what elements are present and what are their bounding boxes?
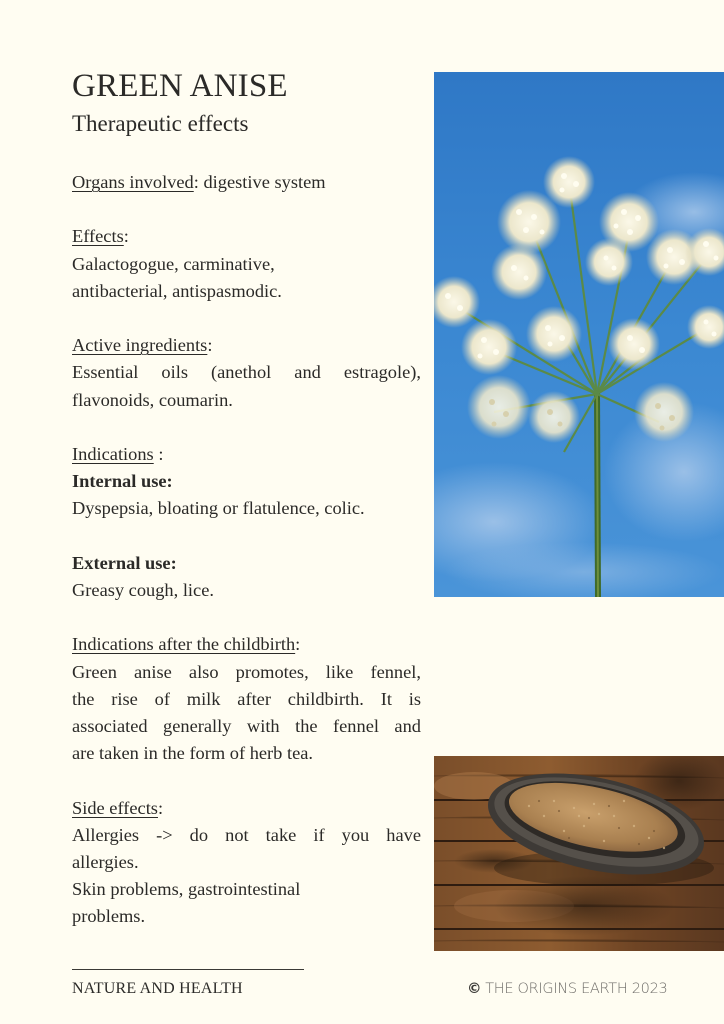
after-childbirth-line: the rise of milk after childbirth. It is xyxy=(72,688,421,709)
internal-use-text: Dyspepsia, bloating or flatulence, colic. xyxy=(72,498,365,519)
section-after-childbirth: Indications after the childbirth: Green anise also promotes, like fennel, the rise of milk after childbirth. It is associated generally with the fennel and are taken in the form of herb tea. xyxy=(72,631,421,767)
seeds-photo xyxy=(434,756,724,951)
footer-copyright xyxy=(467,981,667,997)
after-childbirth-label: Indications after the childbirth xyxy=(72,634,296,655)
after-childbirth-line: Green anise also promotes, like fennel, xyxy=(72,661,421,682)
effects-line: Galactogogue, carminative, xyxy=(72,253,275,274)
section-effects: Effects: Galactogogue, carminative, antibacterial, antispasmodic. xyxy=(72,223,421,305)
active-ingredients-line: Essential oils (anethol and estragole), xyxy=(72,362,421,383)
external-use-text: Greasy cough, lice. xyxy=(72,579,214,600)
flower-photo-icon xyxy=(434,72,724,597)
section-side-effects: Side effects: Allergies -> do not take if you have allergies. Skin problems, gastrointestinal problems. xyxy=(72,795,421,931)
organs-sep: : xyxy=(193,172,199,192)
after-childbirth-line: are taken in the form of herb tea. xyxy=(72,743,314,764)
organs-label: Organs involved xyxy=(72,172,194,192)
active-ingredients-label: Active ingredients xyxy=(72,335,208,356)
page-subtitle: Therapeutic effects xyxy=(72,111,249,136)
content-column xyxy=(72,169,421,958)
copyright-text: THE ORIGINS EARTH 2023 xyxy=(485,981,668,997)
page-title: GREEN ANISE xyxy=(72,68,288,104)
seeds-photo-icon xyxy=(434,756,724,951)
effects-label: Effects xyxy=(72,226,124,247)
section-organs xyxy=(72,169,421,196)
internal-use-label: Internal use: xyxy=(72,471,173,492)
side-effects-line: problems. xyxy=(72,906,146,927)
indications-label: Indications xyxy=(72,443,154,464)
section-indications: Indications : Internal use: Dyspepsia, bloating or flatulence, colic. xyxy=(72,441,421,523)
external-use-label: External use: xyxy=(72,552,177,573)
footer-brand: NATURE AND HEALTH xyxy=(72,980,243,997)
side-effects-line: allergies. xyxy=(72,851,139,872)
section-external-use xyxy=(72,550,421,604)
after-childbirth-line: associated generally with the fennel and xyxy=(72,715,421,736)
side-effects-line: Skin problems, gastrointestinal xyxy=(72,879,301,900)
side-effects-label: Side effects xyxy=(72,797,158,818)
organs-value: digestive system xyxy=(198,172,326,192)
flower-photo xyxy=(434,72,724,597)
section-active-ingredients: Active ingredients: Essential oils (anethol and estragole), flavonoids, coumarin. xyxy=(72,332,421,414)
footer-divider xyxy=(72,969,304,970)
active-ingredients-line: flavonoids, coumarin. xyxy=(72,389,233,410)
side-effects-line: Allergies -> do not take if you have xyxy=(72,824,421,845)
copyright-icon: © xyxy=(467,981,482,997)
effects-line: antibacterial, antispasmodic. xyxy=(72,280,282,301)
